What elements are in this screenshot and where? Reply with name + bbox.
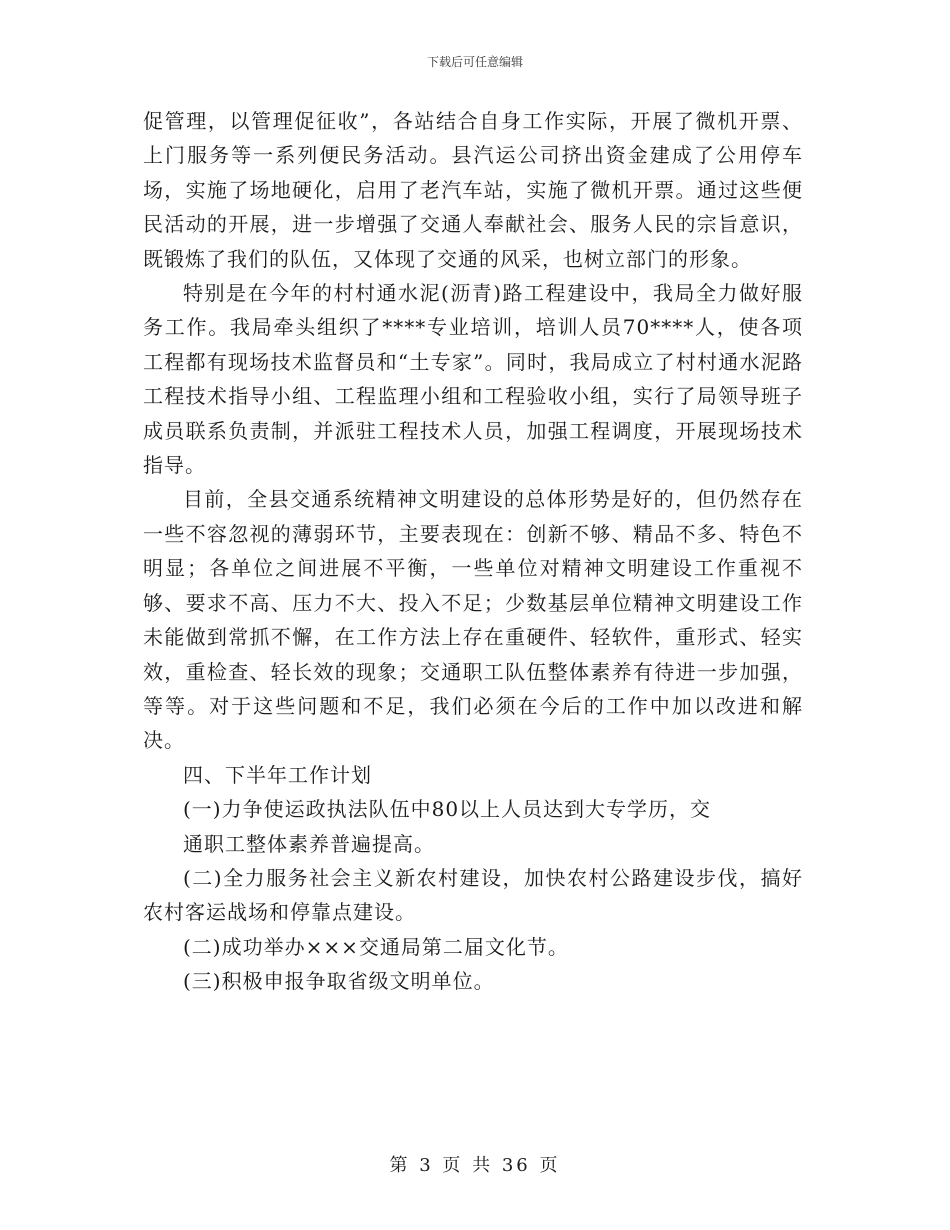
document-body xyxy=(143,104,803,999)
section-heading-plan: 四、下半年工作计划 xyxy=(183,762,372,787)
plan-item-2: (二)全力服务社会主义新农村建设，加快农村公路建设步伐，搞好农村客运战场和停靠点建设。 xyxy=(143,865,803,925)
plan-item-1-continuation: 通职工整体素养普遍提高。 xyxy=(183,831,435,856)
paragraph-construction: 特别是在今年的村村通水泥(沥青)路工程建设中，我局全力做好服务工作。我局牵头组织了****专业培训，培训人员70****人，使各项工程都有现场技术监督员和“土专家”。同时，我局成立了村村通水泥路工程技术指导小组、工程监理小组和工程验收小组，实行了局领导班子成员联系负责制，并派驻工程技术人员，加强工程调度，开展现场技术指导。 xyxy=(143,281,803,478)
page-footer: 第 3 页 共 36 页 xyxy=(389,1155,561,1176)
paragraph-continuation: 促管理，以管理促征收”，各站结合自身工作实际，开展了微机开票、上门服务等一系列便民务活动。县汽运公司挤出资金建成了公用停车场，实施了场地硬化，启用了老汽车站，实施了微机开票。通过这些便民活动的开展，进一步增强了交通人奉献社会、服务人民的宗旨意识，既锻炼了我们的队伍，又体现了交通的风采，也树立部门的形象。 xyxy=(143,109,803,271)
plan-item-4: (三)积极申报争取省级文明单位。 xyxy=(183,969,495,994)
page-header: 下载后可任意编辑 xyxy=(426,55,523,69)
paragraph-weaknesses: 目前，全县交通系统精神文明建设的总体形势是好的，但仍然存在一些不容忽视的薄弱环节，主要表现在：创新不够、精品不多、特色不明显；各单位之间进展不平衡，一些单位对精神文明建设工作重视不够、要求不高、压力不大、投入不足；少数基层单位精神文明建设工作未能做到常抓不懈，在工作方法上存在重硬件、轻软件，重形式、轻实效，重检查、轻长效的现象；交通职工队伍整体素养有待进一步加强，等等。对于这些问题和不足，我们必须在今后的工作中加以改进和解决。 xyxy=(143,487,803,753)
plan-item-1: (一)力争使运政执法队伍中80以上人员达到大专学历，交 xyxy=(183,797,712,822)
plan-item-3: (二)成功举办×××交通局第二届文化节。 xyxy=(183,934,569,959)
